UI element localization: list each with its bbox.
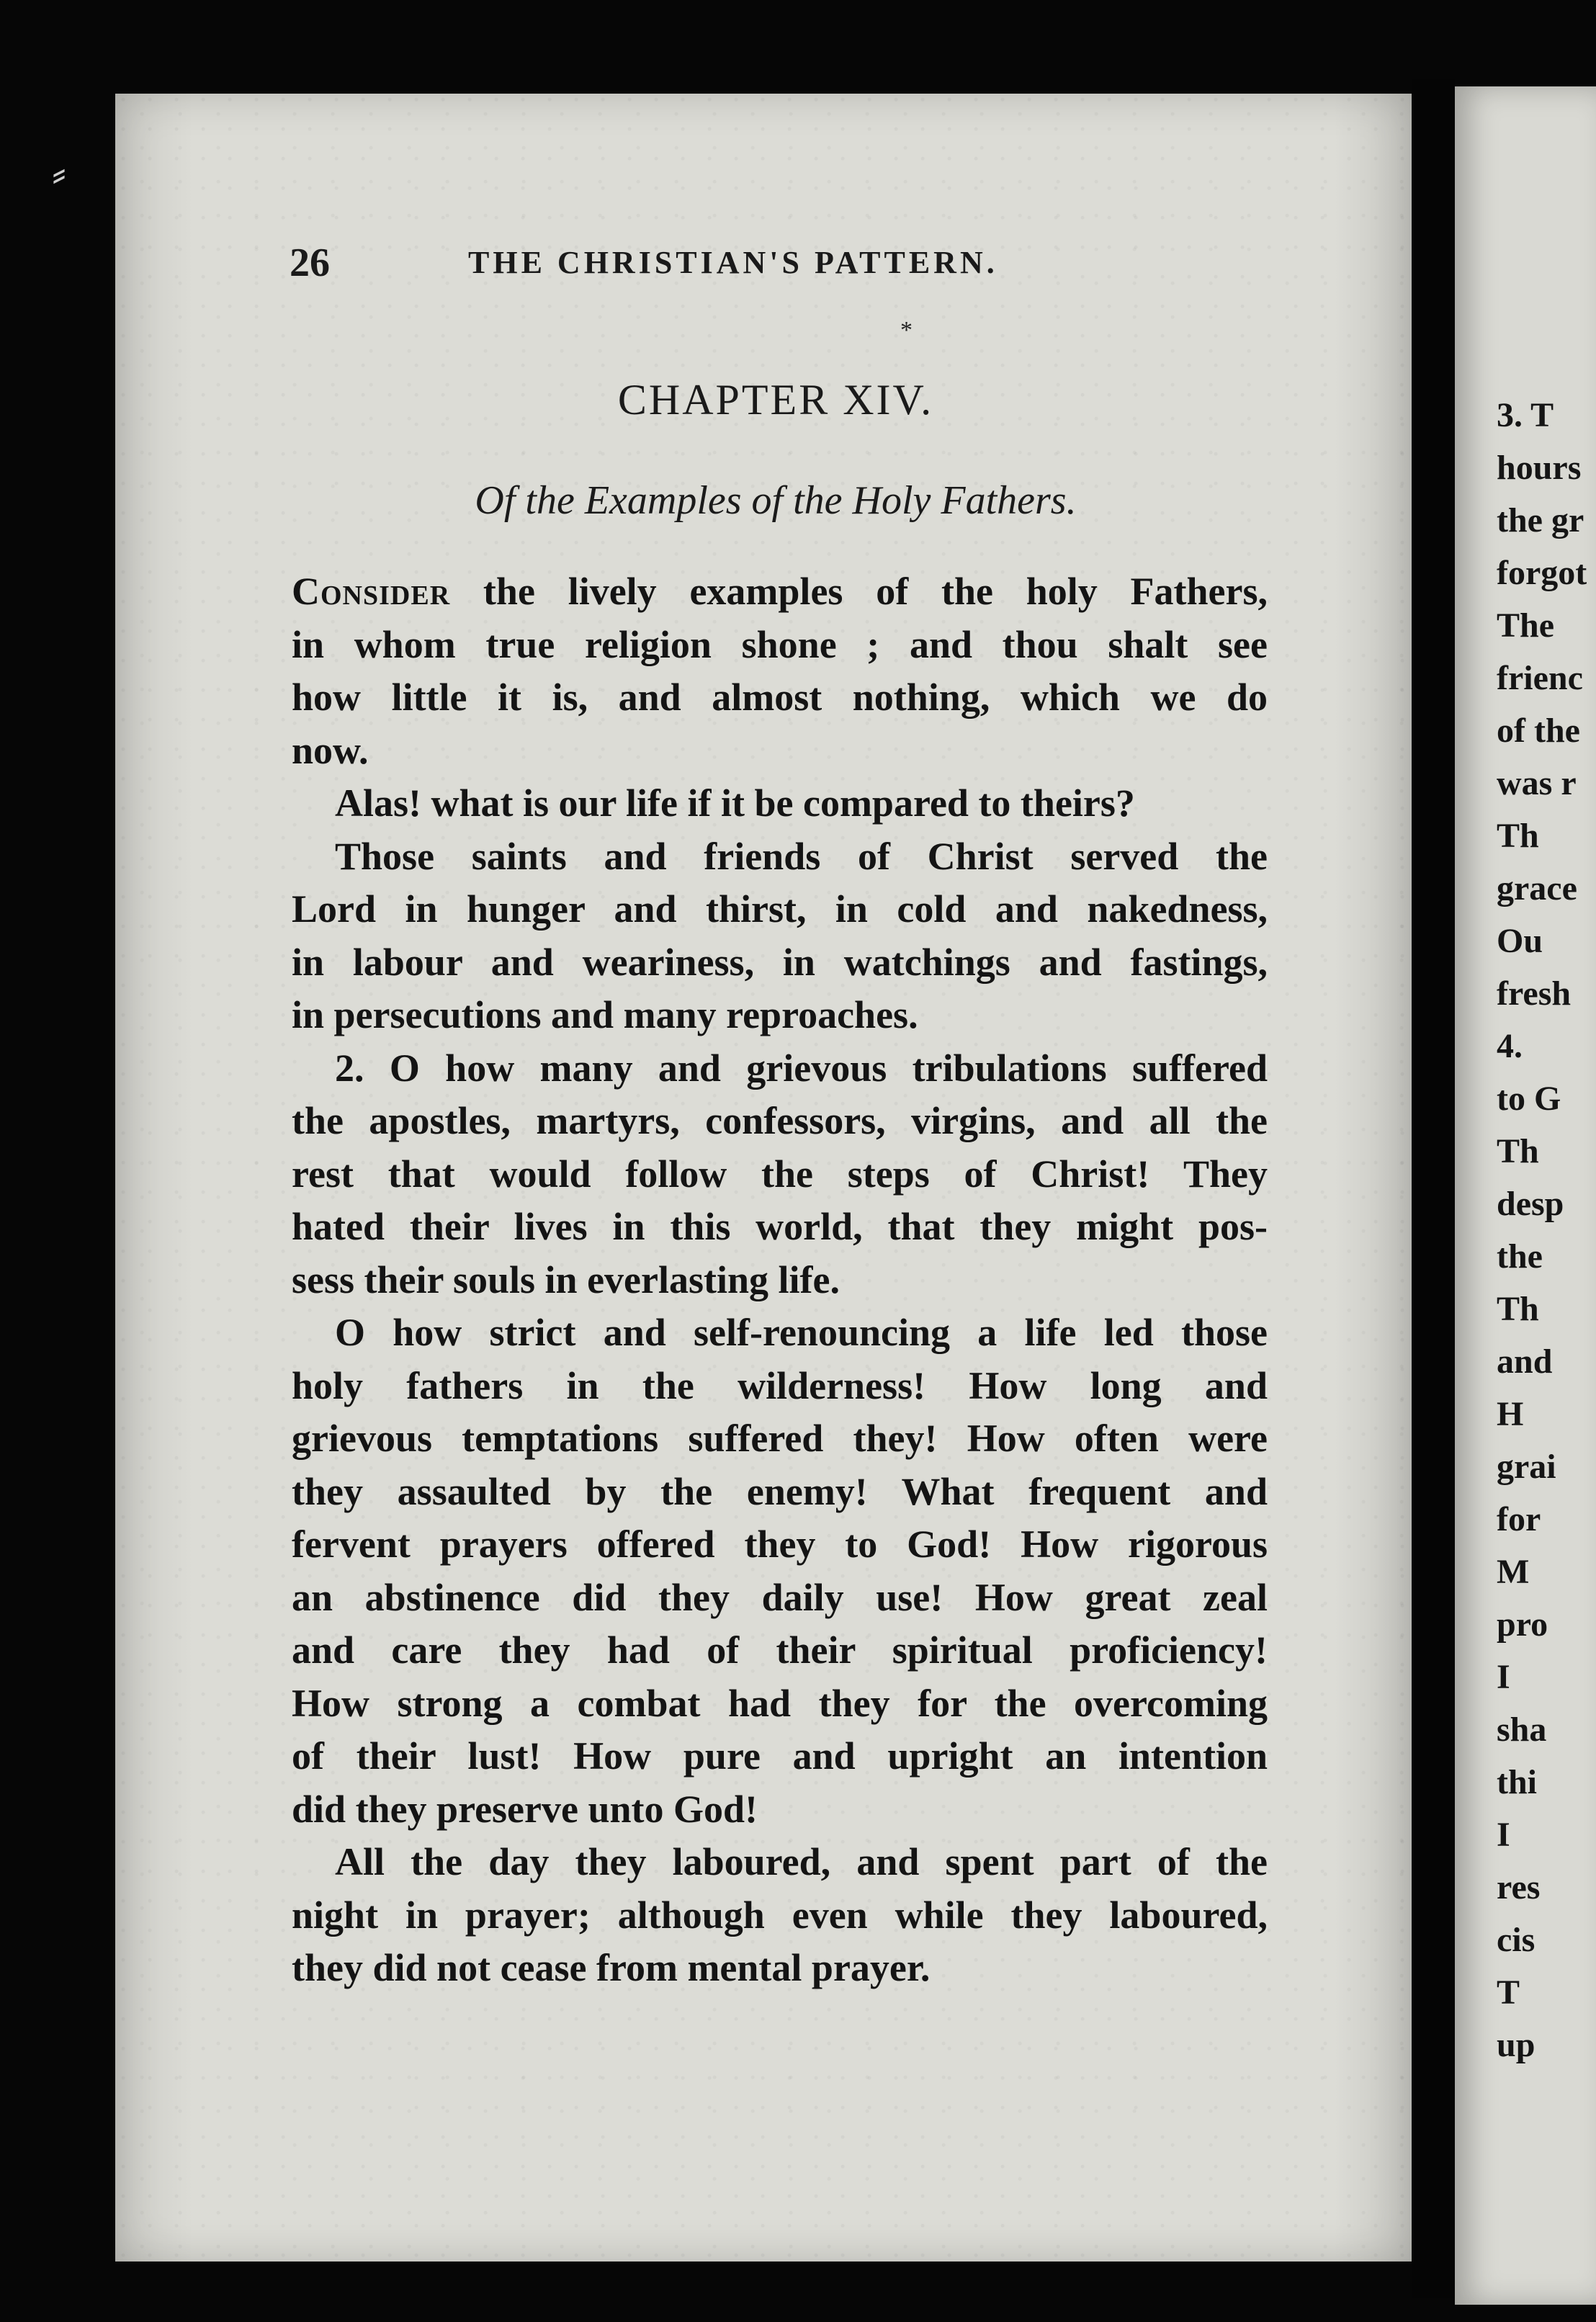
right-line: H [1497, 1395, 1524, 1433]
right-line: Th [1497, 1132, 1539, 1170]
text-line: holy fathers in the wilderness! How long and [292, 1363, 1268, 1407]
page-number: 26 [290, 241, 330, 285]
right-line: fresh [1497, 974, 1572, 1013]
right-line: 4. [1497, 1027, 1523, 1065]
right-line: grace [1497, 869, 1577, 907]
right-line: of the [1497, 712, 1580, 750]
right-line: up [1497, 2026, 1536, 2064]
text-line: now. [292, 728, 369, 772]
text-line: O how strict and self-renouncing a life led those [335, 1311, 1268, 1354]
text-line: 2. O how many and grievous tribulations suffered [335, 1046, 1268, 1090]
right-line: frienc [1497, 659, 1583, 697]
right-line: hours [1497, 449, 1582, 487]
chapter-title: CHAPTER XIV. [617, 376, 934, 423]
right-page-text [1497, 389, 1587, 2071]
text-line: of their lust! How pure and upright an intention [292, 1734, 1268, 1778]
right-line: res [1497, 1868, 1541, 1906]
text-line: All the day they laboured, and spent part of the [335, 1840, 1268, 1883]
text-line: the apostles, martyrs, confessors, virgins, and all the [292, 1099, 1268, 1142]
right-line: for [1497, 1500, 1541, 1538]
right-line: I [1497, 1658, 1510, 1696]
right-line: 3. T [1497, 396, 1554, 434]
right-line: thi [1497, 1763, 1538, 1801]
text-line: night in prayer; although even while they laboured, [292, 1893, 1268, 1937]
running-title: THE CHRISTIAN'S PATTERN. [468, 245, 998, 280]
right-line: pro [1497, 1605, 1548, 1644]
right-line: M [1497, 1553, 1530, 1591]
right-line: and [1497, 1342, 1553, 1381]
ornament: * [900, 317, 913, 344]
right-line: desp [1497, 1185, 1564, 1223]
right-page [1455, 86, 1596, 2305]
right-line: the [1497, 1237, 1543, 1276]
right-line: Th [1497, 817, 1539, 855]
right-line: T [1497, 1973, 1520, 2012]
text-line: in labour and weariness, in watchings and fastings, [292, 940, 1268, 984]
right-line: Th [1497, 1290, 1539, 1328]
text-line: Lord in hunger and thirst, in cold and nakedness, [292, 887, 1268, 931]
text-line: in persecutions and many reproaches. [292, 993, 918, 1036]
running-head [290, 238, 1111, 288]
drop-word: Consider [292, 570, 451, 613]
text-line: How strong a combat had they for the overcoming [292, 1681, 1268, 1725]
text-line: fervent prayers offered they to God! How rigorous [292, 1523, 1268, 1566]
text-line: did they preserve unto God! [292, 1787, 758, 1831]
corner-mark: ⸗ [52, 149, 66, 197]
right-line: Ou [1497, 922, 1543, 960]
text-line: they did not cease from mental prayer. [292, 1946, 931, 1989]
text-line: Those saints and friends of Christ served the [335, 834, 1268, 878]
right-line: I [1497, 1816, 1510, 1854]
right-line: was r [1497, 764, 1577, 802]
text-line: rest that would follow the steps of Christ! They [292, 1152, 1268, 1196]
text-line: how little it is, and almost nothing, which we do [292, 676, 1268, 719]
right-line: forgot [1497, 554, 1587, 592]
page-gutter [1412, 79, 1455, 2298]
text-line: in whom true religion shone ; and thou shalt see [292, 622, 1268, 666]
text-line: Alas! what is our life if it be compared to theirs? [335, 781, 1135, 825]
text-line-rest: the lively examples of the holy Fathers, [450, 570, 1268, 613]
text-line: hated their lives in this world, that they might pos- [292, 1205, 1268, 1248]
text-line [292, 565, 1268, 619]
right-line: to G [1497, 1080, 1561, 1118]
text-line: they assaulted by the enemy! What frequent and [292, 1469, 1268, 1513]
text-line: sess their souls in everlasting life. [292, 1258, 840, 1301]
text-line: grievous temptations suffered they! How often were [292, 1417, 1268, 1460]
right-line: the gr [1497, 501, 1584, 539]
right-line: grai [1497, 1448, 1556, 1486]
text-line: an abstinence did they daily use! How great zeal [292, 1575, 1268, 1619]
chapter-body [292, 565, 1268, 1995]
right-line: sha [1497, 1711, 1547, 1749]
right-line: cis [1497, 1921, 1536, 1959]
text-line: and care they had of their spiritual proficiency! [292, 1628, 1268, 1672]
right-line: The [1497, 606, 1555, 645]
chapter-subtitle: Of the Examples of the Holy Fathers. [475, 478, 1077, 523]
